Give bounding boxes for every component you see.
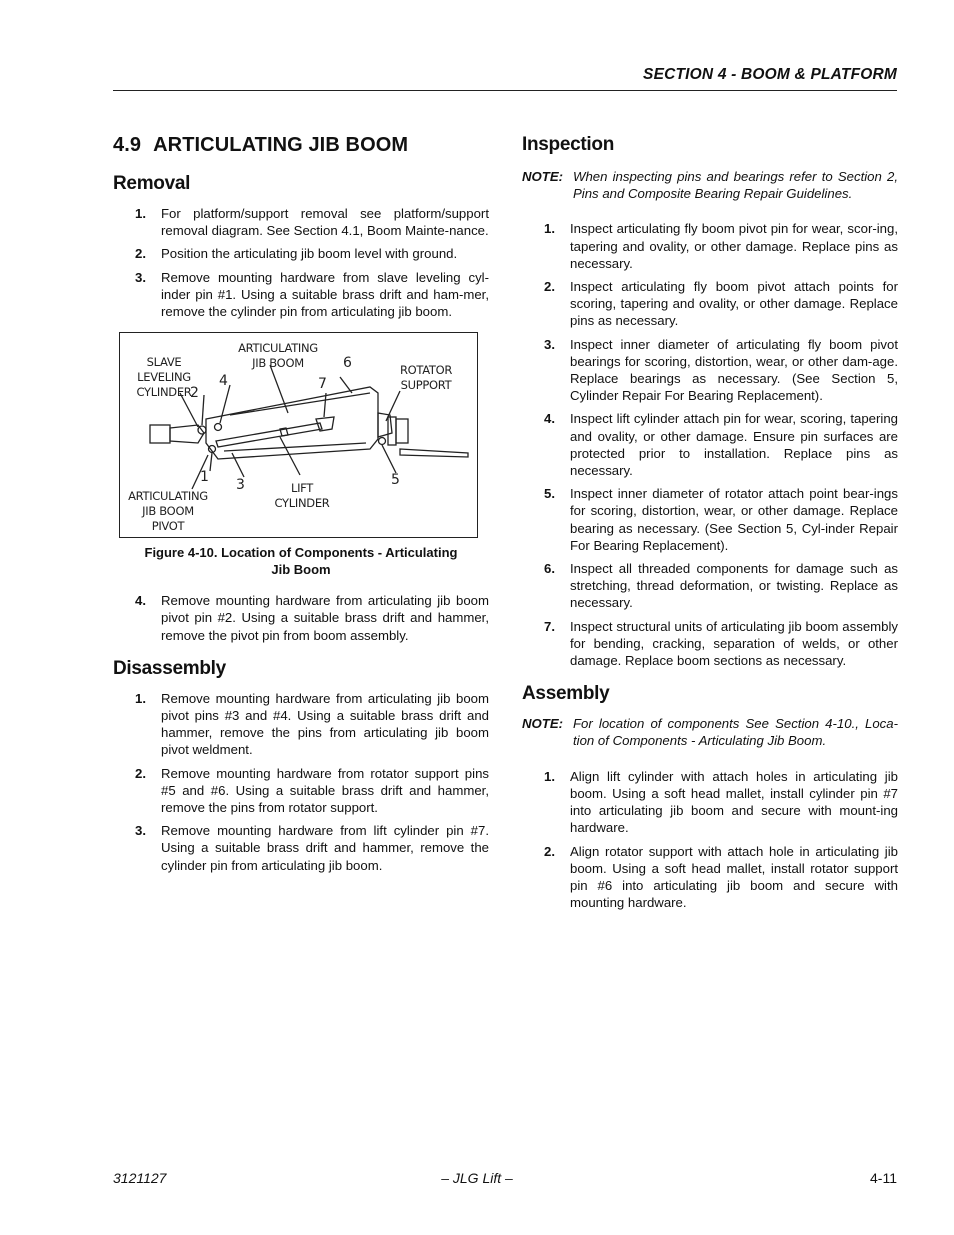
step-number: 6. xyxy=(544,561,555,577)
step-number: 4. xyxy=(135,593,146,609)
callout-4: 4 xyxy=(219,373,228,390)
leader-pin-1 xyxy=(210,453,212,471)
step-text: Align lift cylinder with attach holes in articulating jib boom. Using a soft head mallet, install cylinder pin #7 into articulating jib boom and secure with mount-ing hardware. xyxy=(570,768,898,836)
note-text: When inspecting pins and bearings refer to Section 2, Pins and Composite Bearing Repair Guidelines. xyxy=(573,169,898,202)
step-number: 3. xyxy=(135,823,146,839)
list-item xyxy=(113,205,489,239)
jib-boom-lower-edge xyxy=(224,443,366,451)
figure-caption xyxy=(113,544,489,578)
list-item xyxy=(522,485,898,554)
step-text: Align rotator support with attach hole in articulating jib boom. Using a soft head mallet, install rotator support pin #6 into articulating jib boom and secure with mounting hardware. xyxy=(570,843,898,911)
callout-1: 1 xyxy=(200,469,209,486)
label-articulating-jib-boom-pivot: ARTICULATING JIB BOOM PIVOT xyxy=(128,489,208,534)
inspection-heading: Inspection xyxy=(522,134,615,155)
step-number: 1. xyxy=(135,206,146,221)
label-articulating-jib-boom: ARTICULATING JIB BOOM xyxy=(238,341,318,371)
list-item xyxy=(113,245,489,262)
step-number: 2. xyxy=(135,765,146,781)
list-item xyxy=(522,410,898,479)
note-label: NOTE: xyxy=(522,169,564,184)
assembly-heading: Assembly xyxy=(522,683,610,705)
label-slave-leveling-cylinder: SLAVE LEVELING CYLINDER xyxy=(136,355,192,400)
right-column xyxy=(522,130,898,917)
step-number: 2. xyxy=(544,279,555,295)
assembly-steps xyxy=(522,768,898,912)
step-text: For platform/support removal see platform/support removal diagram. See Section 4.1, Boom Mainte-nance. xyxy=(161,206,489,239)
list-item xyxy=(522,843,898,912)
step-number: 3. xyxy=(544,336,555,352)
removal-steps-continued xyxy=(113,592,489,644)
callout-3: 3 xyxy=(236,477,245,494)
list-item xyxy=(113,765,489,817)
leader-pin-5 xyxy=(382,445,396,473)
callout-6: 6 xyxy=(343,355,352,372)
list-item xyxy=(522,560,898,612)
step-text: Remove mounting hardware from slave leveling cyl-inder pin #1. Using a suitable brass drift and ham-mer, remove the cylinder pin from articulating jib boom. xyxy=(161,269,489,320)
footer-doc-number: 3121127 xyxy=(113,1170,167,1186)
jib-boom-body-shape xyxy=(206,387,378,459)
step-text: Inspect all threaded components for damage such as stretching, thread deformation, or twisting. Replace as necessary. xyxy=(570,561,898,611)
removal-heading: Removal xyxy=(113,173,191,194)
left-column xyxy=(113,130,489,880)
list-item xyxy=(522,336,898,405)
pivot-mount-shape xyxy=(150,425,170,443)
section-number: 4.9 xyxy=(113,134,142,156)
jib-boom-diagram xyxy=(119,332,478,538)
label-rotator-support: ROTATOR SUPPORT xyxy=(399,363,453,393)
list-item xyxy=(113,592,489,644)
step-number: 5. xyxy=(544,486,555,502)
disassembly-heading: Disassembly xyxy=(113,657,226,679)
step-text: Inspect inner diameter of articulating fly boom pivot bearings for scoring, distortion, wear, or other dam-age. Replace bearings as necessary. (See Section 5, Cylinder Repair For Bearing Replacement). xyxy=(570,336,898,404)
step-number: 2. xyxy=(544,843,555,859)
inspection-steps xyxy=(522,220,898,669)
platform-support-shape xyxy=(400,449,468,457)
cylinder-pin-7-bracket xyxy=(316,417,334,431)
leader-lift-cylinder xyxy=(280,437,300,475)
removal-steps xyxy=(113,205,489,320)
caption-line-1: Figure 4-10. Location of Components - Articulating xyxy=(144,545,458,561)
step-number: 1. xyxy=(544,221,555,237)
step-text: Remove mounting hardware from articulating jib boom pivot pin #2. Using a suitable brass drift and hammer, remove the pivot pin from boom assembly. xyxy=(161,593,489,643)
step-text: Position the articulating jib boom level with ground. xyxy=(161,246,458,262)
list-item xyxy=(522,278,898,330)
header-rule xyxy=(113,90,897,91)
pin-4-shape xyxy=(215,424,222,431)
list-item xyxy=(113,690,489,759)
pin-5-shape xyxy=(379,438,386,445)
note-label: NOTE: xyxy=(522,716,564,732)
step-number: 2. xyxy=(135,246,146,262)
footer-page-number: 4-11 xyxy=(870,1170,897,1186)
step-text: Inspect lift cylinder attach pin for wear, scoring, tapering and ovality, or other damage. Ensure pin surfaces are protected prior to installation. Replace pins as necessary. xyxy=(570,411,898,479)
rotator-body-shape xyxy=(396,419,408,443)
assembly-note xyxy=(522,715,898,749)
leader-pin-6 xyxy=(340,377,352,393)
section-heading xyxy=(113,134,489,157)
leader-pin-4 xyxy=(220,385,230,423)
step-text: Inspect structural units of articulating jib boom assembly for bending, cracking, separation of welds, or other damage. Replace boom sections as necessary. xyxy=(570,618,898,669)
step-number: 1. xyxy=(544,768,555,784)
lift-cylinder-shape xyxy=(216,423,322,447)
note-text: For location of components See Section 4-10., Loca-tion of Components - Articulating Jib Boom. xyxy=(573,716,898,749)
caption-line-2: Jib Boom xyxy=(271,562,331,578)
callout-5: 5 xyxy=(391,472,400,489)
page-header-title: SECTION 4 - BOOM & PLATFORM xyxy=(643,66,897,83)
step-text: Remove mounting hardware from lift cylinder pin #7. Using a suitable brass drift and hammer, remove the cylinder pin from articulating jib boom. xyxy=(161,823,489,873)
step-number: 7. xyxy=(544,618,555,634)
callout-7: 7 xyxy=(318,376,327,393)
leader-pin-3 xyxy=(232,453,244,477)
step-number: 3. xyxy=(135,269,146,285)
step-text: Inspect articulating fly boom pivot pin for wear, scor-ing, tapering and ovality, or other damage. Replace pins as necessary. xyxy=(570,221,898,271)
disassembly-steps xyxy=(113,690,489,874)
footer-publisher: – JLG Lift – xyxy=(441,1170,513,1186)
list-item xyxy=(113,822,489,874)
section-title: ARTICULATING JIB BOOM xyxy=(153,134,409,156)
step-text: Remove mounting hardware from articulating jib boom pivot pins #3 and #4. Using a suitable brass drift and hammer, remove the pins from articulating jib boom pivot weldment. xyxy=(161,690,489,758)
step-text: Inspect articulating fly boom pivot attach points for scoring, tapering and ovality, or other damage. Replace pins as necessary. xyxy=(570,279,898,329)
step-number: 1. xyxy=(135,690,146,706)
list-item xyxy=(113,269,489,321)
leader-pin-7 xyxy=(324,393,326,417)
list-item xyxy=(522,768,898,837)
jib-boom-edge xyxy=(230,393,370,415)
step-number: 4. xyxy=(544,411,555,427)
callout-2: 2 xyxy=(190,385,199,402)
label-lift-cylinder: LIFT CYLINDER xyxy=(274,481,330,511)
inspection-note xyxy=(522,168,898,202)
list-item xyxy=(522,618,898,670)
step-text: Remove mounting hardware from rotator support pins #5 and #6. Using a suitable brass drift and hammer, remove the pins from rotator support. xyxy=(161,765,489,816)
list-item xyxy=(522,220,898,272)
step-text: Inspect inner diameter of rotator attach point bear-ings for scoring, distortion, wear, or other damage. Replace bearing as necessary. (See Section 5, Cyl-inder Repair For Bearing Replacement). xyxy=(570,486,898,553)
